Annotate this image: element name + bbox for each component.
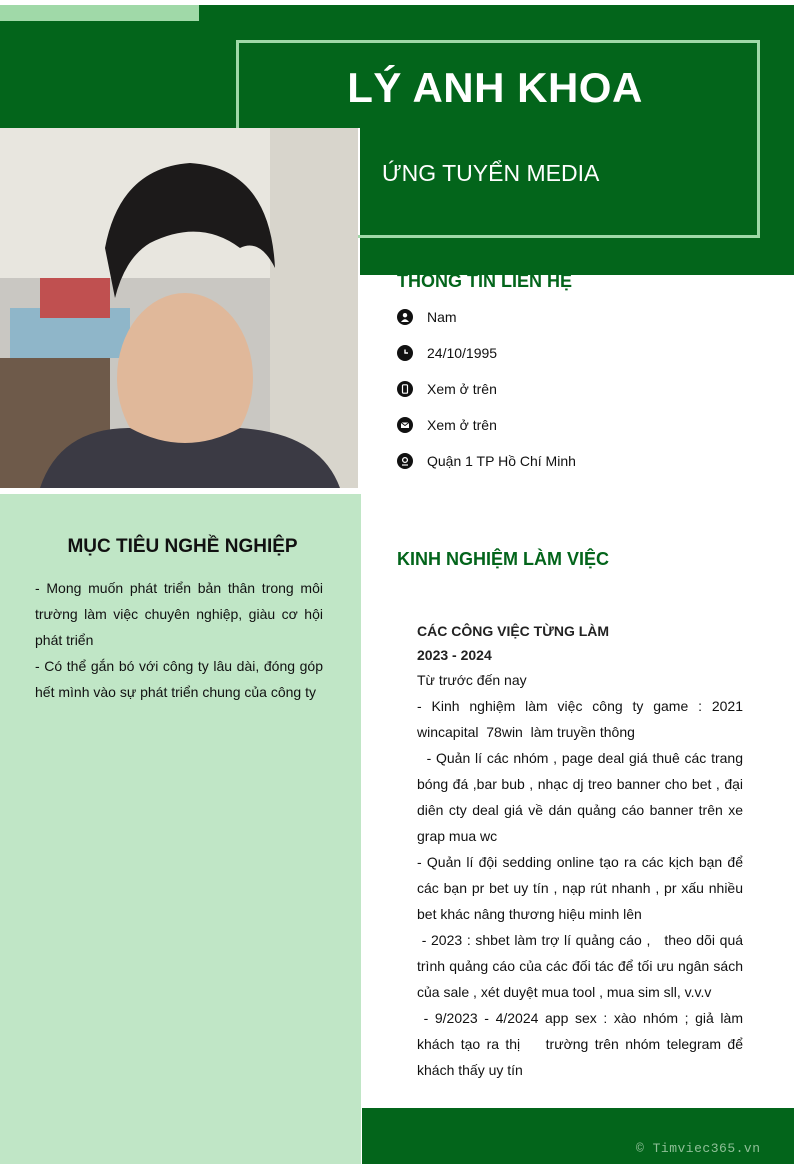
objective-title: MỤC TIÊU NGHỀ NGHIỆP — [67, 536, 298, 557]
candidate-name: LÝ ANH KHOA — [347, 64, 643, 111]
contact-value: Xem ở trên — [427, 381, 497, 397]
clock-icon — [397, 345, 413, 361]
job-period: 2023 - 2024 — [417, 647, 492, 663]
objective-line: - Có thể gắn bó với công ty lâu dài, đóng góp hết mình vào sự phát triển chung của công ty — [35, 658, 323, 700]
phone-icon — [397, 381, 413, 397]
experience-line: Từ trước đến nay — [417, 672, 527, 688]
objective-line: - Mong muốn phát triển bản thân trong môi trường làm việc chuyên nghiệp, giàu cơ hội phát triển — [35, 580, 323, 648]
experience-line: - 2023 : shbet làm trợ lí quảng cáo , theo dõi quá trình quảng cáo của các đối tác để tối ưu ngân sách của sale , xét duyệt mua tool , mua sim sll, v.v.v — [417, 932, 747, 1000]
experience-line: - Quản lí đội sedding online tạo ra các kịch bạn để các bạn pr bet uy tín , nạp rút nhanh , pr xấu nhiều bet khác nâng thương hiệu minh lên — [417, 854, 747, 922]
contact-title: THÔNG TIN LIÊN HỆ — [397, 271, 572, 291]
contact-gender — [397, 306, 457, 328]
experience-title: KINH NGHIỆM LÀM VIỆC — [397, 549, 610, 569]
contact-value: Xem ở trên — [427, 417, 497, 433]
job-title: CÁC CÔNG VIỆC TỪNG LÀM — [417, 623, 610, 639]
experience-line: - Quản lí các nhóm , page deal giá thuê các trang bóng đá ,bar bub , nhạc dj treo banner cho bet , đại diên cty deal giá về dán quảng cáo banner trên xe grap mua wc — [417, 750, 747, 844]
location-icon — [397, 453, 413, 469]
contact-phone — [397, 378, 497, 400]
copyright-text: © Timviec365.vn — [636, 1141, 761, 1156]
objective-text — [35, 575, 323, 705]
contact-address — [397, 450, 576, 472]
applied-position: ỨNG TUYỂN MEDIA — [382, 160, 600, 186]
contact-value: 24/10/1995 — [427, 345, 498, 361]
contact-value: Nam — [427, 309, 457, 325]
person-icon — [397, 309, 413, 325]
experience-block — [417, 619, 747, 1083]
email-icon — [397, 417, 413, 433]
contact-birthday — [397, 342, 497, 364]
avatar-photo — [0, 128, 358, 488]
avatar — [0, 128, 358, 488]
contact-email — [397, 414, 497, 436]
experience-line: - Kinh nghiệm làm việc công ty game : 2021 wincapital 78win làm truyền thông — [417, 698, 747, 740]
header-accent-bar — [0, 5, 199, 21]
experience-line: - 9/2023 - 4/2024 app sex : xào nhóm ; giả làm khách tạo ra thị trường trên nhóm telegram để khách thấy uy tín — [417, 1010, 747, 1078]
contact-value: Quận 1 TP Hồ Chí Minh — [427, 453, 576, 469]
